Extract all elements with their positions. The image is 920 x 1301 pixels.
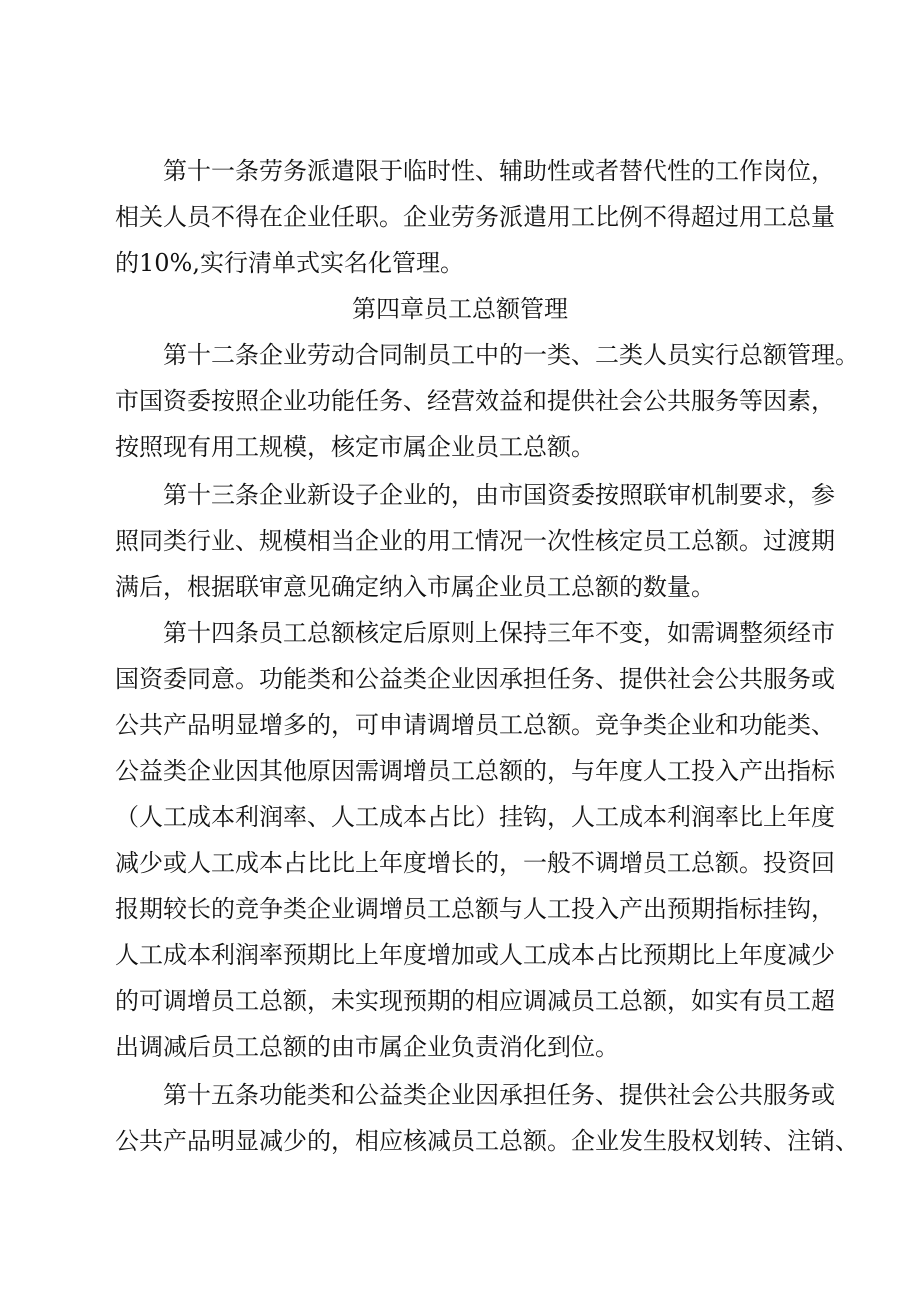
- article-12-line-3: 按照现有用工规模，核定市属企业员工总额。: [115, 433, 595, 461]
- article-14-line-5: （人工成本利润率、人工成本占比）挂钩，人工成本利润率比上年度: [115, 803, 835, 831]
- article-11-line-1: 第十一条劳务派遣限于临时性、辅助性或者替代性的工作岗位，: [163, 157, 835, 185]
- article-14-line-6: 减少或人工成本占比比上年度增长的，一般不调增员工总额。投资回: [115, 849, 835, 877]
- article-14-line-7: 报期较长的竞争类企业调增员工总额与人工投入产出预期指标挂钩，: [115, 895, 835, 923]
- article-14-line-1: 第十四条员工总额核定后原则上保持三年不变，如需调整须经市: [163, 619, 835, 647]
- article-14-line-4: 公益类企业因其他原因需调增员工总额的，与年度人工投入产出指标: [115, 757, 835, 785]
- article-13-line-2: 照同类行业、规模相当企业的用工情况一次性核定员工总额。过渡期: [115, 527, 835, 555]
- article-15-line-1: 第十五条功能类和公益类企业因承担任务、提供社会公共服务或: [163, 1081, 835, 1109]
- article-14-line-3: 公共产品明显增多的，可申请调增员工总额。竞争类企业和功能类、: [115, 711, 835, 739]
- article-13-line-3: 满后，根据联审意见确定纳入市属企业员工总额的数量。: [115, 573, 715, 601]
- chapter-4-heading: 第四章员工总额管理: [352, 295, 568, 323]
- article-12-line-2: 市国资委按照企业功能任务、经营效益和提供社会公共服务等因素，: [115, 387, 835, 415]
- article-12-line-1: 第十二条企业劳动合同制员工中的一类、二类人员实行总额管理。: [163, 341, 859, 369]
- article-14-line-9: 的可调增员工总额，未实现预期的相应调减员工总额，如实有员工超: [115, 987, 835, 1015]
- article-15-line-2: 公共产品明显减少的，相应核减员工总额。企业发生股权划转、注销、: [115, 1127, 859, 1155]
- article-14-line-10: 出调减后员工总额的由市属企业负责消化到位。: [115, 1033, 619, 1061]
- article-14-line-8: 人工成本利润率预期比上年度增加或人工成本占比预期比上年度减少: [115, 941, 835, 969]
- article-11-line-3: 的10%,实行清单式实名化管理。: [115, 249, 464, 277]
- article-14-line-2: 国资委同意。功能类和公益类企业因承担任务、提供社会公共服务或: [115, 665, 835, 693]
- article-13-line-1: 第十三条企业新设子企业的，由市国资委按照联审机制要求，参: [163, 481, 835, 509]
- article-11-line-2: 相关人员不得在企业任职。企业劳务派遣用工比例不得超过用工总量: [115, 203, 835, 231]
